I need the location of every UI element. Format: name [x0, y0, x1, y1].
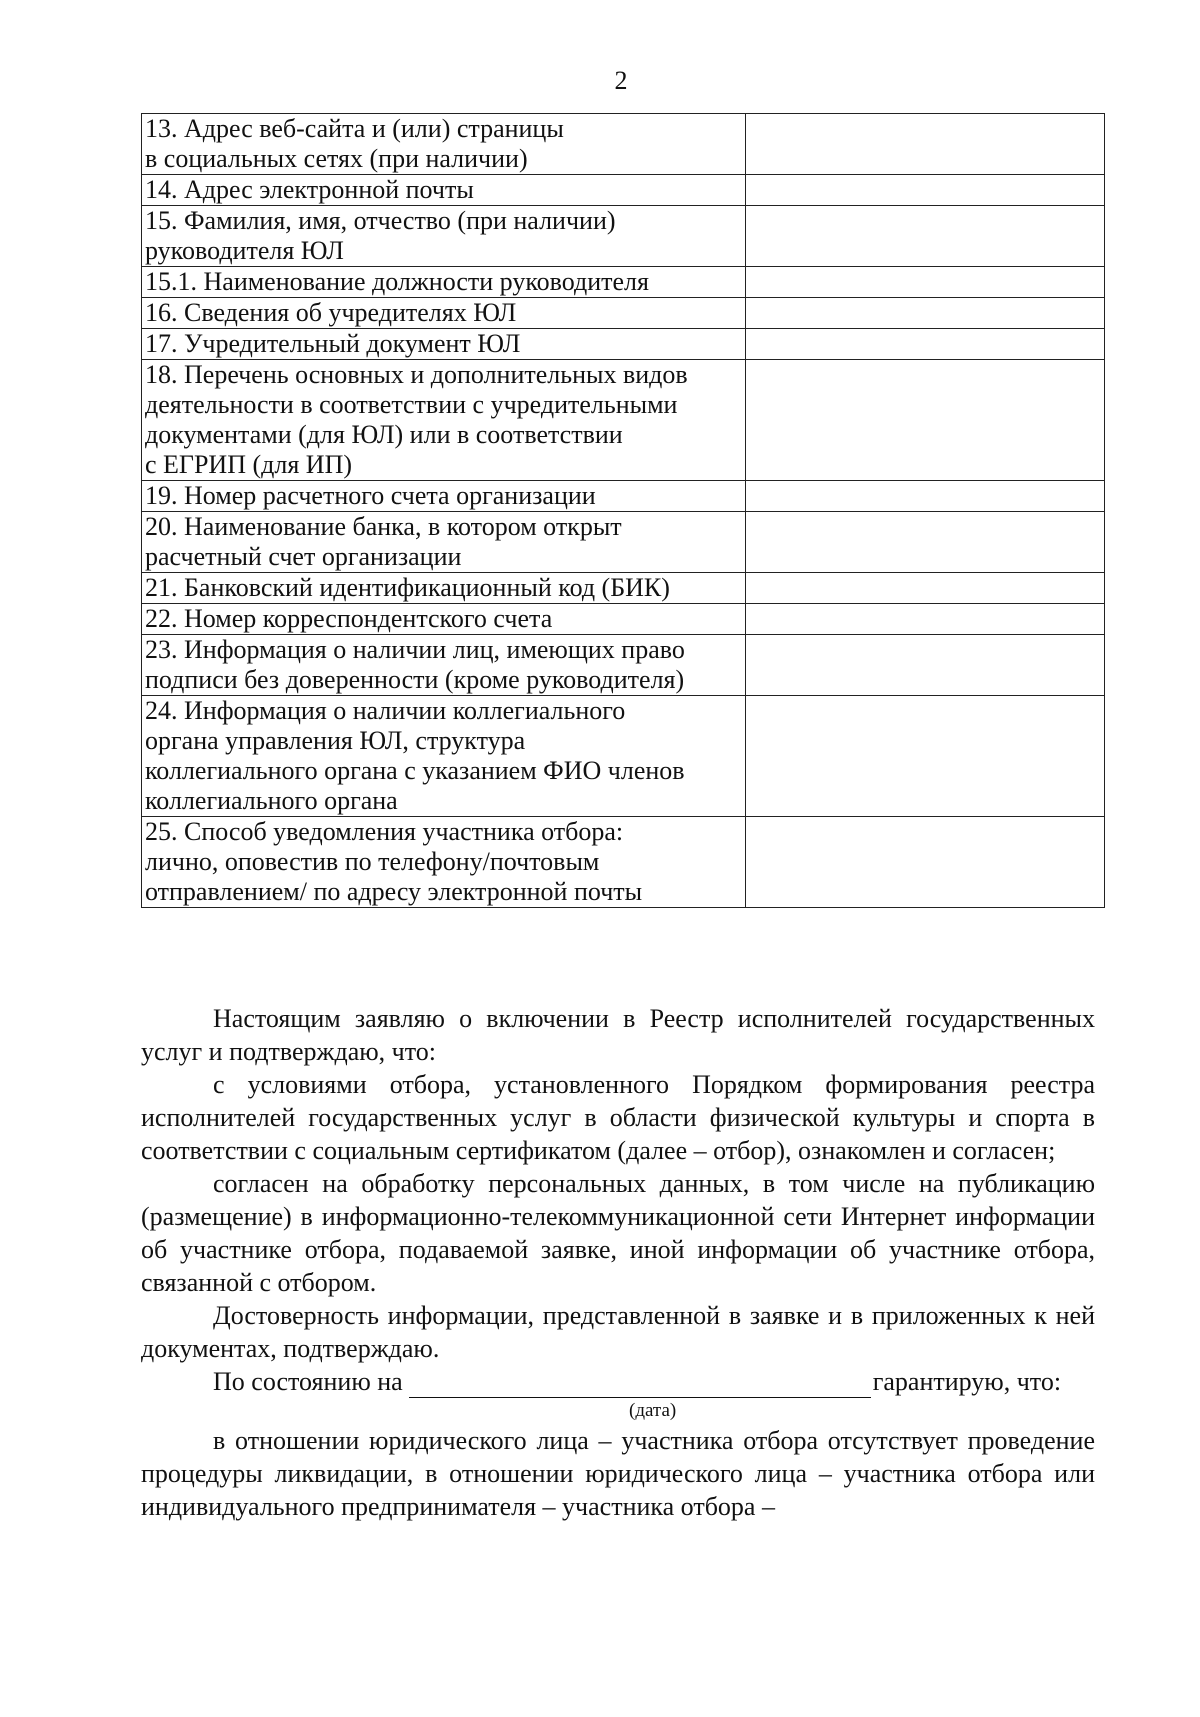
- state-date-suffix: гарантирую, что:: [872, 1367, 1062, 1396]
- declaration-paragraph-conditions: с условиями отбора, установленного Порядком формирования реестра исполнителей государственных услуг в области физической культуры и спорта в соответствии с социальным сертификатом (далее – отбор), ознакомлен и согласен;: [141, 1070, 1095, 1165]
- row-label: 19. Номер расчетного счета организации: [142, 481, 746, 512]
- declaration-paragraph-intro: Настоящим заявляю о включении в Реестр исполнителей государственных услуг и подтверждаю, что:: [141, 1004, 1095, 1066]
- row-value-field[interactable]: [746, 329, 1105, 360]
- row-label: 15. Фамилия, имя, отчество (при наличии) руководителя ЮЛ: [142, 206, 746, 267]
- declaration-paragraph-consent: согласен на обработку персональных данных, в том числе на публикацию (размещение) в информационно-телекоммуникационной сети Интернет информации об участнике отбора, подаваемой заявке, иной информации об участнике отбора, связанной с отбором.: [141, 1169, 1095, 1297]
- page-number: 2: [614, 66, 628, 95]
- table-row: [142, 573, 1105, 604]
- row-value-field[interactable]: [746, 206, 1105, 267]
- table-row: [142, 206, 1105, 267]
- row-label: 15.1. Наименование должности руководителя: [142, 267, 746, 298]
- row-label: 20. Наименование банка, в котором открыт расчетный счет организации: [142, 512, 746, 573]
- row-value-field[interactable]: [746, 481, 1105, 512]
- table-row: [142, 481, 1105, 512]
- declaration-paragraph-reliability: Достоверность информации, представленной в заявке и в приложенных к ней документах, подтверждаю.: [141, 1301, 1095, 1363]
- table-row: [142, 329, 1105, 360]
- row-label: 23. Информация о наличии лиц, имеющих право подписи без доверенности (кроме руководителя): [142, 635, 746, 696]
- row-label: 17. Учредительный документ ЮЛ: [142, 329, 746, 360]
- row-label: 16. Сведения об учредителях ЮЛ: [142, 298, 746, 329]
- declaration-paragraph-liquidation: в отношении юридического лица – участника отбора отсутствует проведение процедуры ликвидации, в отношении юридического лица – участника отбора или индивидуального предпринимателя – участника отбора –: [141, 1426, 1095, 1521]
- row-value-field[interactable]: [746, 298, 1105, 329]
- declaration-text: [141, 1002, 1095, 1523]
- applicant-info-table: [141, 113, 1105, 908]
- row-value-field[interactable]: [746, 635, 1105, 696]
- applicant-info-table-body: [142, 114, 1105, 908]
- state-date-line: [141, 1365, 1095, 1398]
- row-label: 21. Банковский идентификационный код (БИК): [142, 573, 746, 604]
- state-date-prefix: По состоянию на: [213, 1367, 403, 1396]
- row-value-field[interactable]: [746, 817, 1105, 908]
- row-value-field[interactable]: [746, 267, 1105, 298]
- table-row: [142, 267, 1105, 298]
- row-value-field[interactable]: [746, 175, 1105, 206]
- row-label: 14. Адрес электронной почты: [142, 175, 746, 206]
- table-row: [142, 360, 1105, 481]
- row-value-field[interactable]: [746, 573, 1105, 604]
- table-row: [142, 635, 1105, 696]
- table-row: [142, 696, 1105, 817]
- row-label: 24. Информация о наличии коллегиального органа управления ЮЛ, структура коллегиального органа с указанием ФИО членов коллегиального органа: [142, 696, 746, 817]
- row-label: 13. Адрес веб-сайта и (или) страницы в социальных сетях (при наличии): [142, 114, 746, 175]
- row-value-field[interactable]: [746, 696, 1105, 817]
- row-label: 18. Перечень основных и дополнительных видов деятельности в соответствии с учредительными документами (для ЮЛ) или в соответствии с ЕГРИП (для ИП): [142, 360, 746, 481]
- table-row: [142, 298, 1105, 329]
- table-row: [142, 817, 1105, 908]
- table-row: [142, 175, 1105, 206]
- row-value-field[interactable]: [746, 512, 1105, 573]
- date-caption: (дата): [629, 1400, 677, 1421]
- row-value-field[interactable]: [746, 114, 1105, 175]
- row-label: 22. Номер корреспондентского счета: [142, 604, 746, 635]
- table-row: [142, 604, 1105, 635]
- table-row: [142, 114, 1105, 175]
- row-value-field[interactable]: [746, 360, 1105, 481]
- row-label: 25. Способ уведомления участника отбора: лично, оповестив по телефону/почтовым отправлением/ по адресу электронной почты: [142, 817, 746, 908]
- row-value-field[interactable]: [746, 604, 1105, 635]
- table-row: [142, 512, 1105, 573]
- date-blank-field[interactable]: [409, 1371, 871, 1398]
